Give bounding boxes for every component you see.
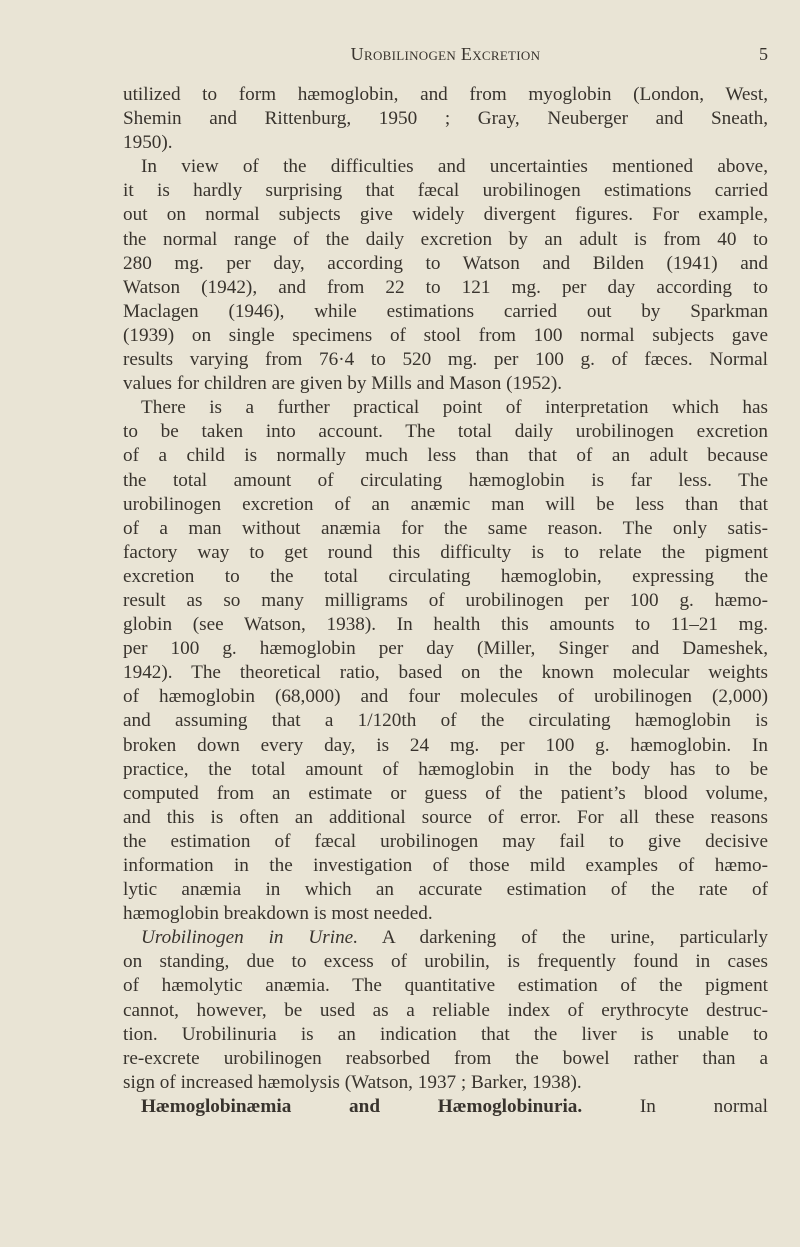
text-line: the total amount of circulating hæmoglobin is far less. The	[123, 469, 768, 491]
text-line: There is a further practical point of interpretation which has	[141, 397, 768, 419]
text-line: to be taken into account. The total daily urobilinogen excretion	[123, 421, 768, 443]
text-line: Watson (1942), and from 22 to 121 mg. per day according to	[123, 276, 768, 298]
text-line: Shemin and Rittenburg, 1950 ; Gray, Neuberger and Sneath,	[123, 108, 768, 130]
body-text	[123, 83, 768, 1119]
text-line: factory way to get round this difficulty is to relate the pigment	[123, 541, 768, 563]
text-line: 1942). The theoretical ratio, based on the known molecular weights	[123, 662, 768, 684]
text-line: and this is often an additional source of error. For all these reasons	[123, 806, 768, 828]
text-line: on standing, due to excess of urobilin, is frequently found in cases	[123, 951, 768, 973]
text-line: per 100 g. hæmoglobin per day (Miller, Singer and Dameshek,	[123, 638, 768, 660]
text-line: hæmoglobin breakdown is most needed.	[123, 903, 433, 925]
text-line: In view of the difficulties and uncertainties mentioned above,	[141, 156, 768, 178]
text-line: of hæmoglobin (68,000) and four molecules of urobilinogen (2,000)	[123, 686, 768, 708]
text-line: the normal range of the daily excretion by an adult is from 40 to	[123, 228, 768, 250]
running-header	[123, 44, 768, 70]
text-line: excretion to the total circulating hæmoglobin, expressing the	[123, 565, 768, 587]
text-line: of a man without anæmia for the same reason. The only satis-	[123, 517, 768, 539]
text-line: Maclagen (1946), while estimations carried out by Sparkman	[123, 300, 768, 322]
text-line: globin (see Watson, 1938). In health this amounts to 11–21 mg.	[123, 614, 768, 636]
paragraph-heading: Hæmoglobinæmia and Hæmoglobinuria.	[141, 1095, 583, 1117]
text-line: broken down every day, is 24 mg. per 100 g. hæmoglobin. In	[123, 734, 768, 756]
text-line: information in the investigation of those mild examples of hæmo-	[123, 855, 768, 876]
text-line: the estimation of fæcal urobilinogen may fail to give decisive	[123, 830, 768, 852]
text-line: practice, the total amount of hæmoglobin in the body has to be	[123, 758, 768, 780]
text-line: 1950).	[123, 132, 173, 154]
running-title: Urobilinogen Excretion	[350, 44, 541, 64]
text-line	[123, 926, 768, 950]
text-line: results varying from 76·4 to 520 mg. per 100 g. of fæces. Normal	[123, 349, 768, 371]
text-line: urobilinogen excretion of an anæmic man will be less than that	[123, 493, 768, 515]
text-line: lytic anæmia in which an accurate estimation of the rate of	[123, 879, 768, 901]
text-line: out on normal subjects give widely divergent figures. For example,	[123, 204, 768, 226]
paragraph-heading: Urobilinogen in Urine.	[141, 927, 358, 949]
text-line: of hæmolytic anæmia. The quantitative estimation of the pigment	[123, 975, 768, 997]
text-line: and assuming that a 1/120th of the circulating hæmoglobin is	[123, 710, 768, 732]
text-line: of a child is normally much less than that of an adult because	[123, 445, 768, 467]
text-line: sign of increased hæmolysis (Watson, 1937 ; Barker, 1938).	[123, 1071, 582, 1093]
text-line: result as so many milligrams of urobilinogen per 100 g. hæmo-	[123, 589, 768, 611]
line-text: In normal	[582, 1095, 768, 1117]
text-line: re-excrete urobilinogen reabsorbed from the bowel rather than a	[123, 1047, 768, 1069]
page-number: 5	[759, 44, 768, 64]
text-line: 280 mg. per day, according to Watson and Bilden (1941) and	[123, 252, 768, 274]
text-line: it is hardly surprising that fæcal urobilinogen estimations carried	[123, 180, 768, 202]
text-line: computed from an estimate or guess of the patient’s blood volume,	[123, 782, 768, 804]
text-line: cannot, however, be used as a reliable index of erythrocyte destruc-	[123, 999, 768, 1021]
text-line: utilized to form hæmoglobin, and from myoglobin (London, West,	[123, 84, 768, 105]
text-line: tion. Urobilinuria is an indication that the liver is unable to	[123, 1023, 768, 1045]
line-text: A darkening of the urine, particularly	[358, 927, 768, 949]
text-line	[123, 1095, 768, 1119]
text-line: (1939) on single specimens of stool from 100 normal subjects gave	[123, 324, 768, 346]
text-line: values for children are given by Mills and Mason (1952).	[123, 373, 563, 395]
